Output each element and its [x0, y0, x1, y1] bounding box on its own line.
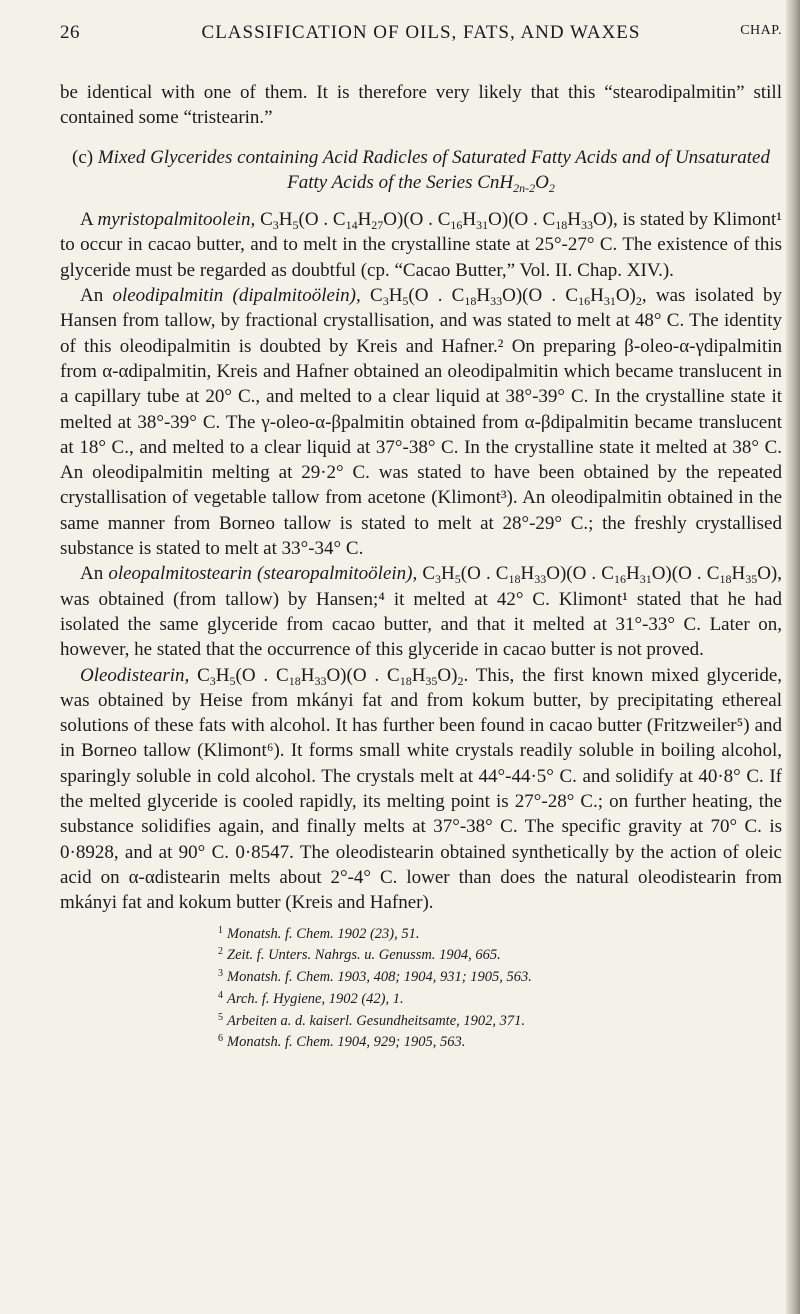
paragraph-oleodistearin	[60, 663, 782, 916]
paragraph-2-text: was isolated by Hansen from tallow, by fractional crystallisation, and was stated to melt at 48° C. The identity of this oleodipalmitin is doubted by Kreis and Hafner.² On preparing β-oleo-α-γdipalmitin from α-αdipalmitin, Kreis and Hafner obtained an oleodipalmitin which became translucent in a capillary tube at 20° C., and melted to a clear liquid at 38°-39° C. In the crystalline state it melted at 38°-39° C. The γ-oleo-α-βpalmitin obtained from α-βdipalmitin became translucent at 18° C., and melted to a clear liquid at 37°-38° C. In the crystalline state it melted at 38° C. An oleodipalmitin melting at 29·2° C. was stated to have been obtained by the repeated crystallisation of vegetable tallow from acetone (Klimont³). An oleodipalmitin obtained in the same manner from Borneo tallow is stated to melt at 28°-29° C.; the freshly crystallised substance is stated to melt at 33°-34° C.	[60, 285, 782, 560]
term-oleodipalmitin: oleodipalmitin (dipalmitoölein),	[112, 285, 361, 307]
formula-1: $C_3H_5(O$ . $C_{14}H_{27}O)(O$ . $C_{16}H_{31}O)(O$ . $C_{18}H_{33}O$),	[260, 209, 618, 233]
heading-text: Mixed Glycerides containing Acid Radicles of Saturated Fatty Acids and of Unsaturated Fatty Acids of the Series C	[97, 146, 770, 193]
term-myristopalmitoolein: myristopalmitoolein,	[97, 209, 256, 231]
footnote: $^4$ Arch. f. Hygiene, 1902 (42), 1.	[218, 989, 404, 1007]
footnote: $^6$ Monatsh. f. Chem. 1904, 929; 1905, 563.	[218, 1033, 466, 1051]
footnote: $^5$ Arbeiten a. d. kaiserl. Gesundheitsamte, 1902, 371.	[218, 1011, 526, 1029]
book-page	[60, 14, 782, 1052]
paragraph-4-text: This, the first known mixed glyceride, was obtained by Heise from mkányi fat and from kokum butter, by precipitating ethereal solutions of these fats with alcohol. It has further been found in cacao butter (Fritzweiler⁵) and in Borneo tallow (Klimont⁶). It forms small white crystals readily soluble in boiling alcohol, sparingly soluble in cold alcohol. The crystals melt at 44°-44·5° C. and solidify at 40·8° C. If the melted glyceride is cooled rapidly, its melting point is 27°-28° C.; on further heating, the substance solidifies again, and finally melts at 37°-38° C. The specific gravity at 70° C. is 0·8928, and at 90° C. 0·8547. The oleodistearin obtained synthetically by the action of oleic acid on α-αdistearin melts about 2°-4° C. lower than does the natural oleodistearin from mkányi fat and kokum butter (Kreis and Hafner).	[60, 664, 782, 914]
footnote: $^2$ Zeit. f. Unters. Nahrgs. u. Genussm. 1904, 665.	[218, 946, 501, 964]
heading-label: (c)	[72, 146, 98, 168]
formula-4: $C_3H_5(O$ . $C_{18}H_{33}O)(O$ . $C_{18}H_{35}O)_2$.	[197, 664, 469, 688]
paragraph-oleodipalmitin: An oleodipalmitin (dipalmitoölein), $C_3H_5(O$ . $C_{18}H_{33}O)(O$ . $C_{16}H_{31}O)_2$, was isolated by Hansen from tallow, by fractional crystallisation, and was stated to melt at 48° C. The identity of this oleodipalmitin is doubted by Kreis and Hafner.² On preparing β-oleo-α-γdipalmitin from α-αdipalmitin, Kreis and Hafner obtained an oleodipalmitin which became translucent in a capillary tube at 20° C., and melted to a clear liquid at 38°-39° C. In the crystalline state it melted at 38°-39° C. The γ-oleo-α-βpalmitin obtained from α-βdipalmitin became translucent at 18° C., and melted to a clear liquid at 37°-38° C. In the crystalline state it melted at 38° C. An oleodipalmitin melting at 29·2° C. was stated to have been obtained by the repeated crystallisation of vegetable tallow from acetone (Klimont³). An oleodipalmitin obtained in the same manner from Borneo tallow is stated to melt at 28°-29° C.; the freshly crystallised substance is stated to melt at 33°-34° C.	[60, 285, 782, 560]
body-text	[60, 80, 782, 916]
paragraph-3-text: was obtained (from tallow) by Hansen;⁴ it melted at 42° C. Klimont¹ stated that he had isolated the same glyceride from cacao butter, and that it melted at 31°-33° C. Later on, however, he stated that the occurrence of this glyceride in cacao butter is not proved.	[60, 588, 782, 661]
term-oleopalmitostearin: oleopalmitostearin (stearopalmitoölein),	[108, 563, 418, 585]
section-heading	[60, 145, 782, 196]
formula-2: $C_3H_5(O$ . $C_{18}H_{33}O)(O$ . $C_{16}H_{31}O)_2$,	[370, 285, 647, 309]
paragraph-continuation: be identical with one of them. It is therefore very likely that this “stearodipalmitin” still contained some “tristearin.”	[60, 82, 782, 129]
page-edge-shadow	[786, 0, 800, 1314]
heading-series: $nH_{2n-2}O_2$	[489, 171, 555, 195]
running-title: CLASSIFICATION OF OILS, FATS, AND WAXES	[201, 22, 641, 43]
paragraph-1-text: is stated by Klimont¹ to occur in cacao butter, and to melt in the crystalline state at 25°-27° C. The existence of this glyceride must be regarded as doubtful (cp. “Cacao Butter,” Vol. II. Chap. XIV.).	[60, 209, 782, 281]
footnote: $^1$ Monatsh. f. Chem. 1902 (23), 51.	[218, 924, 420, 942]
paragraph-myristopalmitoolein: A myristopalmitoolein, $C_3H_5(O$ . $C_{14}H_{27}O)(O$ . $C_{16}H_{31}O)(O$ . $C_{18}H_{33}O$), is stated by Klimont¹ to occur in cacao butter, and to melt in the crystalline state at 25°-27° C. The existence of this glyceride must be regarded as doubtful (cp. “Cacao Butter,” Vol. II. Chap. XIV.).	[60, 209, 782, 281]
footnote: $^3$ Monatsh. f. Chem. 1903, 408; 1904, 931; 1905, 563.	[218, 968, 532, 986]
running-header	[60, 14, 782, 52]
formula-3: $C_3H_5(O$ . $C_{18}H_{33}O)(O$ . $C_{16}H_{31}O)(O$ . $C_{18}H_{35}O$),	[422, 563, 782, 587]
footnotes	[60, 922, 782, 1053]
page-number: 26	[60, 22, 80, 43]
paragraph-oleopalmitostearin: An oleopalmitostearin (stearopalmitoölein), $C_3H_5(O$ . $C_{18}H_{33}O)(O$ . $C_{16}H_{31}O)(O$ . $C_{18}H_{35}O$), was obtained (from tallow) by Hansen;⁴ it melted at 42° C. Klimont¹ stated that he had isolated the same glyceride from cacao butter, and that it melted at 31°-33° C. Later on, however, he stated that the occurrence of this glyceride in cacao butter is not proved.	[60, 563, 782, 661]
term-oleodistearin: Oleodistearin,	[80, 664, 190, 686]
chapter-mark: CHAP.	[740, 23, 782, 38]
